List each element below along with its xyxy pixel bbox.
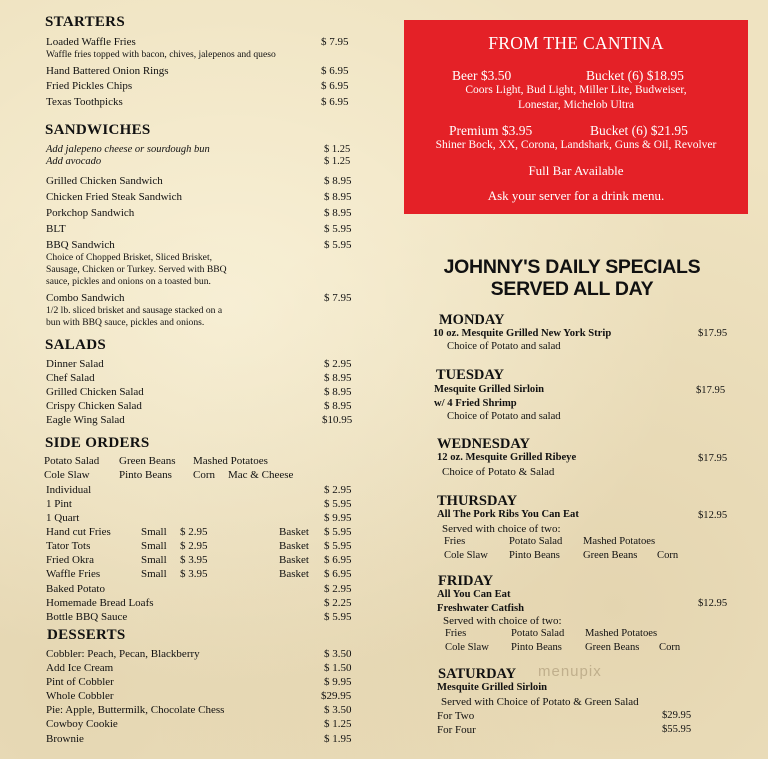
bucket-price: Bucket (6) $18.95 xyxy=(586,68,684,83)
menu-item-price: $ 8.95 xyxy=(324,386,352,398)
section-title-sandwiches: SANDWICHES xyxy=(45,122,151,138)
side-option: Mac & Cheese xyxy=(228,469,294,481)
menu-item-price: $ 2.25 xyxy=(324,597,352,609)
menu-item-name: Homemade Bread Loafs xyxy=(46,597,154,609)
special-note: Choice of Potato & Salad xyxy=(442,466,555,478)
special-item-extra: Freshwater Catfish xyxy=(437,603,524,614)
beer-price: Beer $3.50 xyxy=(452,68,512,83)
party-size: For Two xyxy=(437,710,475,722)
menu-item-name: Whole Cobbler xyxy=(46,690,114,702)
side-combo-basket: Basket xyxy=(279,554,309,566)
special-note: Choice of Potato and salad xyxy=(447,341,561,352)
special-item-extra: w/ 4 Fried Shrimp xyxy=(434,398,517,409)
menu-item-price: $ 1.50 xyxy=(324,662,352,674)
side-option: Fries xyxy=(444,536,466,547)
menu-item-name: Cowboy Cookie xyxy=(46,718,118,730)
special-item: All You Can Eat xyxy=(437,589,511,600)
beer-list: Coors Light, Bud Light, Miller Lite, Budweiser, xyxy=(465,84,687,96)
menu-item-name: BBQ Sandwich xyxy=(46,239,115,251)
menu-item-name: Porkchop Sandwich xyxy=(46,207,135,219)
menu-item-price: $ 8.95 xyxy=(324,175,352,187)
side-combo-sp: $ 3.95 xyxy=(180,568,208,580)
menu-item-price: $10.95 xyxy=(322,414,353,426)
menu-item-name: Grilled Chicken Sandwich xyxy=(46,175,163,187)
side-option: Pinto Beans xyxy=(119,469,172,481)
specials-title: JOHNNY'S DAILY SPECIALS xyxy=(443,256,701,278)
menu-item-price: $ 3.50 xyxy=(324,704,352,716)
section-title-salads: SALADS xyxy=(45,337,106,353)
size-price: $ 9.95 xyxy=(324,512,352,524)
addon-price: $ 1.25 xyxy=(324,156,351,167)
menu-item-name: Fried Pickles Chips xyxy=(46,80,133,92)
party-price: $29.95 xyxy=(662,710,692,721)
party-size: For Four xyxy=(437,724,476,736)
addon-name: Add avocado xyxy=(46,156,102,167)
menu-item-name: Cobbler: Peach, Pecan, Blackberry xyxy=(46,648,200,660)
section-title-desserts: DESSERTS xyxy=(47,627,126,643)
side-option: Potato Salad xyxy=(44,455,100,467)
menu-item-desc: Sausage, Chicken or Turkey. Served with BBQ xyxy=(46,264,227,275)
special-item: 10 oz. Mesquite Grilled New York Strip xyxy=(433,328,612,339)
menu-item-price: $ 6.95 xyxy=(321,96,349,108)
side-combo-name: Fried Okra xyxy=(46,554,94,566)
menu-item-price: $ 8.95 xyxy=(324,400,352,412)
menu-item-price: $ 7.95 xyxy=(324,292,352,304)
drink-menu-note: Ask your server for a drink menu. xyxy=(487,188,665,203)
menu-item-price: $ 5.95 xyxy=(324,239,352,251)
special-note: Served with choice of two: xyxy=(443,615,562,627)
side-combo-basket: Basket xyxy=(279,568,309,580)
watermark: menupix xyxy=(538,663,602,680)
beer-list: Lonestar, Michelob Ultra xyxy=(517,99,635,111)
special-item: Mesquite Grilled Sirloin xyxy=(437,682,548,693)
day-saturday: SATURDAY xyxy=(438,666,517,682)
size-price: $ 2.95 xyxy=(324,484,352,496)
full-bar-note: Full Bar Available xyxy=(528,163,624,178)
menu-item-price: $29.95 xyxy=(321,690,352,702)
side-combo-bp: $ 5.95 xyxy=(324,526,352,538)
side-combo-sp: $ 2.95 xyxy=(180,526,208,538)
menu-item-price: $ 2.95 xyxy=(324,358,352,370)
menu-item-price: $ 3.50 xyxy=(324,648,352,660)
day-tuesday: TUESDAY xyxy=(436,367,504,383)
menu-item-price: $ 6.95 xyxy=(321,65,349,77)
side-option: Potato Salad xyxy=(509,536,563,547)
side-option: Green Beans xyxy=(585,642,640,653)
menu-item-price: $ 1.95 xyxy=(324,733,352,745)
menu-item-price: $ 7.95 xyxy=(321,36,349,48)
cantina-title: FROM THE CANTINA xyxy=(488,33,664,53)
side-combo-name: Hand cut Fries xyxy=(46,526,111,538)
day-monday: MONDAY xyxy=(439,312,505,328)
side-option: Green Beans xyxy=(583,550,638,561)
side-option: Cole Slaw xyxy=(445,642,489,653)
menu-item-desc: bun with BBQ sauce, pickles and onions. xyxy=(46,317,205,328)
side-option: Corn xyxy=(193,469,215,481)
special-note: Served with Choice of Potato & Green Salad xyxy=(441,696,639,708)
menu-item-price: $ 6.95 xyxy=(321,80,349,92)
addon-name: Add jalepeno cheese or sourdough bun xyxy=(46,144,210,155)
special-item: 12 oz. Mesquite Grilled Ribeye xyxy=(437,452,577,463)
special-price: $12.95 xyxy=(698,598,728,609)
side-combo-small: Small xyxy=(141,540,167,552)
side-combo-small: Small xyxy=(141,526,167,538)
menu-item-name: Pie: Apple, Buttermilk, Chocolate Chess xyxy=(46,704,225,716)
menu-item-name: Eagle Wing Salad xyxy=(46,414,125,426)
size-name: 1 Quart xyxy=(46,512,80,524)
day-friday: FRIDAY xyxy=(438,573,494,589)
menu-item-price: $ 1.25 xyxy=(324,718,352,730)
side-option: Mashed Potatoes xyxy=(585,628,658,639)
addon-price: $ 1.25 xyxy=(324,144,351,155)
specials-subtitle: SERVED ALL DAY xyxy=(490,278,654,300)
size-name: 1 Pint xyxy=(46,498,72,510)
side-combo-small: Small xyxy=(141,554,167,566)
menu-item-name: Bottle BBQ Sauce xyxy=(46,611,128,623)
side-combo-bp: $ 6.95 xyxy=(324,554,352,566)
side-combo-bp: $ 5.95 xyxy=(324,540,352,552)
side-option: Cole Slaw xyxy=(444,550,488,561)
menu-item-name: Chicken Fried Steak Sandwich xyxy=(46,191,182,203)
menu-item-price: $ 8.95 xyxy=(324,207,352,219)
special-price: $17.95 xyxy=(698,453,728,464)
side-option: Pinto Beans xyxy=(509,550,560,561)
menu-item-desc: Waffle fries topped with bacon, chives, jalepenos and queso xyxy=(46,49,276,60)
side-combo-sp: $ 3.95 xyxy=(180,554,208,566)
side-option: Corn xyxy=(657,550,679,561)
side-combo-basket: Basket xyxy=(279,526,309,538)
menu-item-name: Combo Sandwich xyxy=(46,292,125,304)
section-title-sides: SIDE ORDERS xyxy=(45,435,150,451)
menu-item-name: Crispy Chicken Salad xyxy=(46,400,142,412)
menu-item-name: Loaded Waffle Fries xyxy=(46,36,136,48)
menu-item-name: BLT xyxy=(46,223,66,235)
side-option: Potato Salad xyxy=(511,628,565,639)
size-name: Individual xyxy=(46,484,92,496)
menu-item-desc: sauce, pickles and onions on a toasted bun. xyxy=(46,276,211,287)
menu-item-desc: 1/2 lb. sliced brisket and sausage stacked on a xyxy=(46,305,223,316)
menu-item-desc: Choice of Chopped Brisket, Sliced Brisket, xyxy=(46,252,213,263)
side-combo-sp: $ 2.95 xyxy=(180,540,208,552)
side-option: Mashed Potatoes xyxy=(583,536,656,547)
side-option: Corn xyxy=(659,642,681,653)
cantina-panel xyxy=(404,20,748,214)
side-option: Green Beans xyxy=(119,455,176,467)
premium-list: Shiner Bock, XX, Corona, Landshark, Guns & Oil, Revolver xyxy=(435,139,717,151)
special-note: Served with choice of two: xyxy=(442,523,561,535)
party-price: $55.95 xyxy=(662,724,692,735)
bucket-premium-price: Bucket (6) $21.95 xyxy=(590,123,688,138)
section-title-starters: STARTERS xyxy=(45,14,125,30)
side-option: Mashed Potatoes xyxy=(193,455,268,467)
premium-price: Premium $3.95 xyxy=(449,123,533,138)
special-item: All The Pork Ribs You Can Eat xyxy=(437,509,579,520)
menu-item-name: Baked Potato xyxy=(46,583,105,595)
side-option: Fries xyxy=(445,628,467,639)
menu-item-price: $ 5.95 xyxy=(324,223,352,235)
side-combo-name: Tator Tots xyxy=(46,540,91,552)
menu-item-name: Dinner Salad xyxy=(46,358,104,370)
side-option: Cole Slaw xyxy=(44,469,90,481)
side-combo-name: Waffle Fries xyxy=(46,568,101,580)
special-item: Mesquite Grilled Sirloin xyxy=(434,384,545,395)
menu-item-price: $ 8.95 xyxy=(324,372,352,384)
special-price: $17.95 xyxy=(698,328,728,339)
side-combo-basket: Basket xyxy=(279,540,309,552)
special-price: $17.95 xyxy=(696,385,726,396)
menu-item-name: Pint of Cobbler xyxy=(46,676,114,688)
size-price: $ 5.95 xyxy=(324,498,352,510)
menu-item-price: $ 5.95 xyxy=(324,611,352,623)
side-combo-small: Small xyxy=(141,568,167,580)
special-price: $12.95 xyxy=(698,510,728,521)
menu-item-name: Add Ice Cream xyxy=(46,662,114,674)
side-combo-bp: $ 6.95 xyxy=(324,568,352,580)
menu-item-name: Grilled Chicken Salad xyxy=(46,386,144,398)
day-wednesday: WEDNESDAY xyxy=(437,436,530,452)
menu-item-name: Brownie xyxy=(46,733,84,745)
menu-item-price: $ 9.95 xyxy=(324,676,352,688)
day-thursday: THURSDAY xyxy=(437,493,518,509)
side-option: Pinto Beans xyxy=(511,642,562,653)
menu-item-price: $ 8.95 xyxy=(324,191,352,203)
menu-item-name: Chef Salad xyxy=(46,372,95,384)
menu-item-name: Texas Toothpicks xyxy=(46,96,123,108)
special-note: Choice of Potato and salad xyxy=(447,411,561,422)
menu-item-name: Hand Battered Onion Rings xyxy=(46,65,169,77)
menu-item-price: $ 2.95 xyxy=(324,583,352,595)
